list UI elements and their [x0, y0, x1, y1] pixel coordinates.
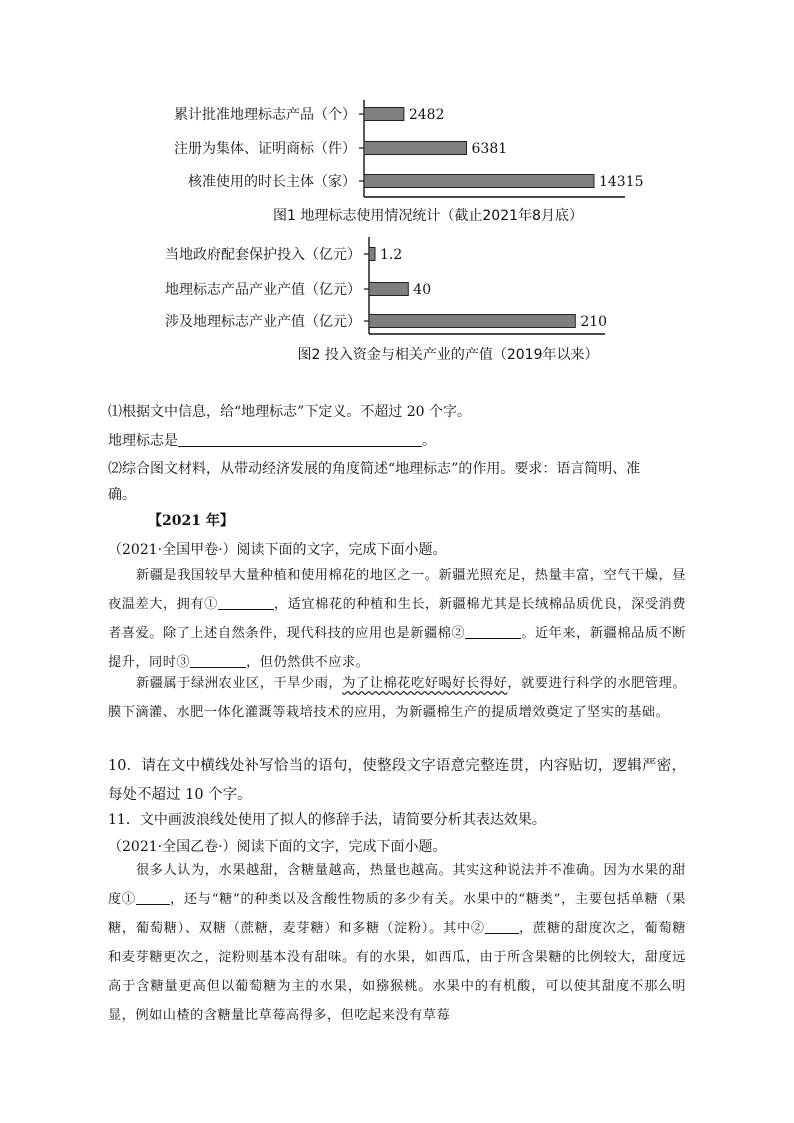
- chart-2-bar: [369, 283, 408, 296]
- section-heading-2021: 【2021 年】: [148, 513, 234, 529]
- jia-p1-text-d: ，但仍然供不应求。: [246, 655, 370, 670]
- blank-yi-2[interactable]: [485, 919, 519, 934]
- question-1-answer-line: [108, 431, 436, 451]
- question-1: ⑴根据文中信息，给“地理标志”下定义。不超过 20 个字。: [108, 404, 472, 420]
- question-2-line-1: ⑵综合图文材料，从带动经济发展的角度简述“地理标志”的作用。要求：语言简明、准: [108, 461, 641, 477]
- chart-1-bar: [364, 142, 467, 155]
- chart-1-category-label: 注册为集体、证明商标（件）: [174, 141, 356, 157]
- yi-source: （2021·全国乙卷·）阅读下面的文字，完成下面小题。: [108, 839, 447, 855]
- jia-paragraph-2: [108, 669, 686, 727]
- yi-p1-text-a: 很多人认为，水果越甜，含糖量越高，热量也越高。其实这种说法并不准确。因为水果的甜度①: [108, 863, 686, 907]
- jia-p2-text-b: ，就要进行科学的水肥管理。膜下滴灌、水肥一体化灌溉等栽培技术的应用，为新疆棉生产的提质增效奠定了坚实的基础。: [108, 676, 687, 720]
- chart-1-bar: [364, 108, 404, 121]
- blank-yi-1[interactable]: [136, 890, 170, 905]
- yi-p1-text-c: ，蔗糖的甜度次之，葡萄糖和麦芽糖更次之，淀粉则基本没有甜味。有的水果，如西瓜，由于所含果糖的比例较大，甜度远高于含糖量更高但以葡萄糖为主的水果，如猕猴桃。水果中的有机酸，可以使其甜度不那么明显，例如山楂的含糖量比草莓高得多，但吃起来没有草莓: [108, 921, 686, 1023]
- chart-1-bar: [364, 175, 594, 188]
- chart-1: [0, 0, 794, 380]
- answer-suffix: 。: [422, 433, 436, 449]
- question-2-line-2: 确。: [108, 487, 136, 503]
- blank-1[interactable]: [218, 595, 274, 610]
- answer-prefix: 地理标志是: [108, 433, 178, 449]
- jia-paragraph-1: [108, 561, 686, 677]
- jia-p1-text-a: 新疆是我国较早大量种植和使用棉花的地区之一。新疆光照充足，热量丰富，空气干燥，昼夜温差大，拥有①: [108, 568, 686, 612]
- chart-1-value-label: 14315: [598, 174, 644, 190]
- jia-source: （2021·全国甲卷·）阅读下面的文字，完成下面小题。: [108, 542, 447, 558]
- chart-2-category-label: 涉及地理标志产业产值（亿元）: [165, 314, 361, 330]
- chart-1-value-label: 2482: [408, 107, 445, 123]
- chart-1-category-label: 累计批准地理标志产品（个）: [174, 107, 356, 123]
- chart-2-value-label: 210: [580, 314, 608, 330]
- chart-2-bar: [369, 315, 575, 328]
- chart-1-value-label: 6381: [471, 141, 508, 157]
- chart-2-category-label: 地理标志产品产业产值（亿元）: [165, 282, 361, 298]
- question-11: 11．文中画波浪线处使用了拟人的修辞手法，请简要分析其表达效果。: [108, 812, 546, 828]
- jia-p2-text-a: 新疆属于绿洲农业区，干旱少雨，: [136, 676, 343, 691]
- jia-p1-text-b: ，适宜棉花的种植和生长，新疆棉尤其是长绒棉品质优良，深受消费者喜爱。除了上述自然条件，现代科技的应用也是新疆棉②: [108, 597, 687, 641]
- chart-2-title: 图2 投入资金与相关产业的产值（2019年以来）: [297, 347, 599, 363]
- chart-1-title: 图1 地理标志使用情况统计（截止2021年8月底）: [273, 208, 583, 224]
- blank-3[interactable]: [190, 653, 246, 668]
- chart-2-value-label: 1.2: [380, 247, 403, 263]
- blank-2[interactable]: [465, 624, 521, 639]
- chart-2-value-label: 40: [413, 282, 432, 298]
- wavy-underlined-phrase: 为了让棉花吃好喝好长得好: [342, 676, 508, 691]
- jia-p1-text-c: 。近年来，新疆棉品质不断提升，同时③: [108, 626, 686, 670]
- chart-1-category-label: 核准使用的时长主体（家）: [188, 174, 356, 190]
- yi-paragraph-1: [108, 856, 686, 1030]
- question-10: 10．请在文中横线处补写恰当的语句，使整段文字语意完整连贯，内容贴切，逻辑严密，每处不超过 10 个字。: [108, 758, 686, 803]
- chart-2-bar: [369, 248, 375, 261]
- yi-p1-text-b: ，还与“糖”的种类以及含酸性物质的多少有关。水果中的“糖类”，主要包括单糖（果糖，葡萄糖）、双糖（蔗糖，麦芽糖）和多糖（淀粉）。其中②: [108, 892, 686, 936]
- chart-2-category-label: 当地政府配套保护投入（亿元）: [165, 247, 361, 263]
- answer-blank[interactable]: [178, 432, 422, 447]
